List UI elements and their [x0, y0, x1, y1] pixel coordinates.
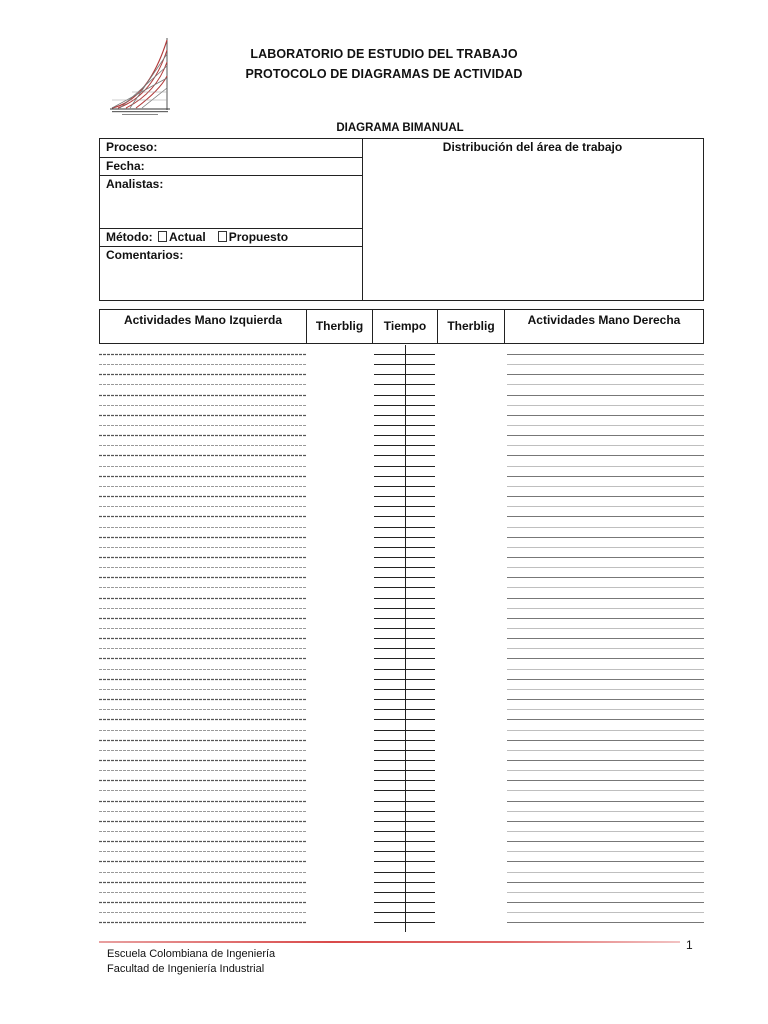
footer-rule [99, 941, 680, 943]
footer-faculty: Facultad de Ingeniería Industrial [107, 963, 265, 975]
col-therblig-left: Therblig [315, 319, 364, 333]
comentarios-label: Comentarios: [106, 248, 184, 262]
distribucion-label: Distribución del área de trabajo [442, 140, 623, 154]
footer-school: Escuela Colombiana de Ingeniería [107, 948, 276, 960]
metodo-label: Método: [106, 230, 153, 244]
proceso-label: Proceso: [106, 140, 158, 154]
fecha-label: Fecha: [106, 159, 145, 173]
col-tiempo: Tiempo [383, 319, 427, 333]
analistas-label: Analistas: [106, 177, 164, 191]
col-right-activities: Actividades Mano Derecha [527, 313, 681, 327]
col-therblig-right: Therblig [447, 319, 495, 333]
col-left-activities: Actividades Mano Izquierda [123, 313, 283, 327]
page-number: 1 [686, 938, 693, 952]
propuesto-label: Propuesto [228, 230, 289, 244]
protocol-title: PROTOCOLO DE DIAGRAMAS DE ACTIVIDAD [245, 67, 523, 81]
actual-label: Actual [169, 230, 206, 244]
lab-title: LABORATORIO DE ESTUDIO DEL TRABAJO [250, 47, 518, 61]
diagram-title: DIAGRAMA BIMANUAL [336, 122, 464, 134]
